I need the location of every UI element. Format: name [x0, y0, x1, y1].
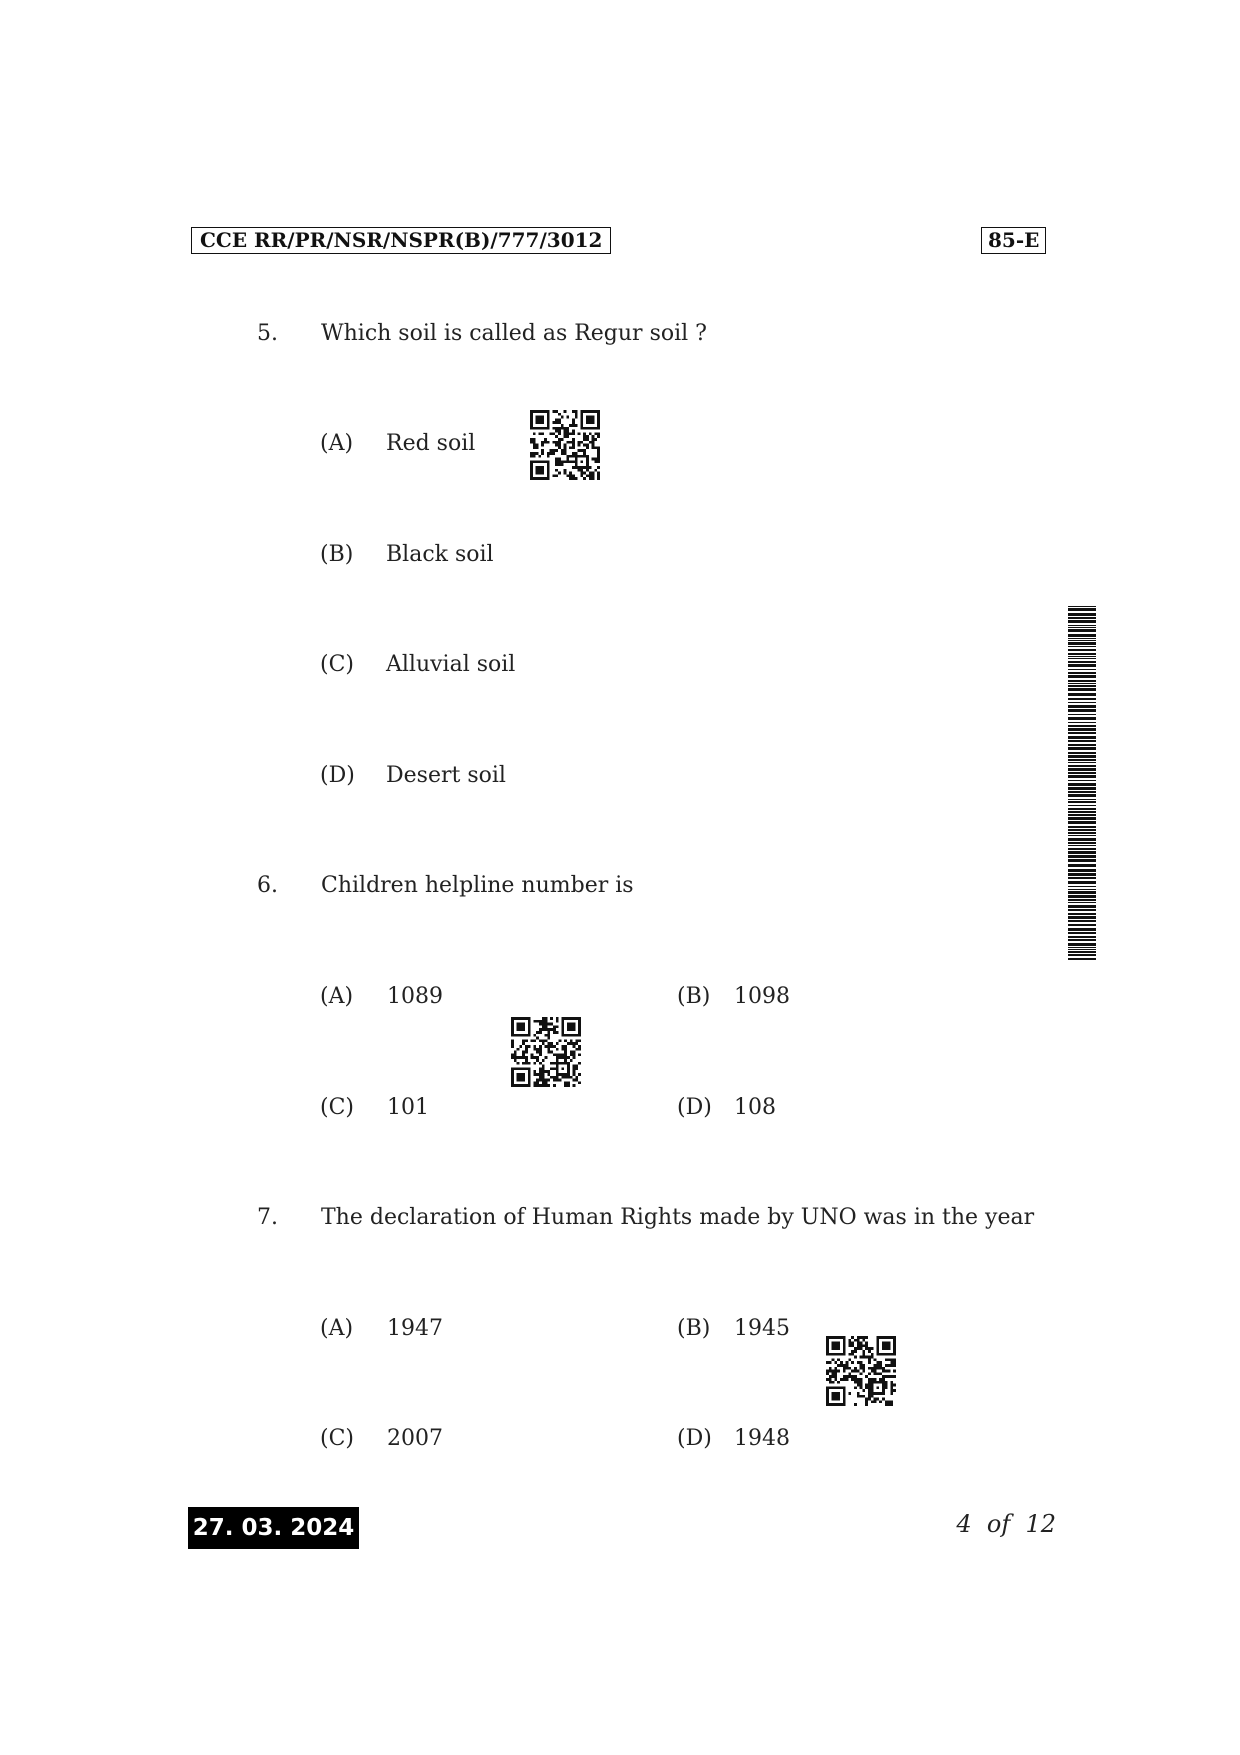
paper-code-box: CCE RR/PR/NSR/NSPR(B)/777/3012	[191, 227, 611, 254]
q7-option-a-label: (A)	[320, 1316, 354, 1341]
q5-option-d-text: Desert soil	[386, 763, 506, 788]
q6-option-d-label: (D)	[677, 1095, 712, 1120]
question-7-text: The declaration of Human Rights made by UNO was in the year	[321, 1205, 1035, 1230]
question-6-text: Children helpline number is	[321, 873, 634, 898]
qr-code-icon	[511, 1017, 581, 1087]
exam-date-badge: 27. 03. 2024	[188, 1507, 359, 1549]
barcode-icon	[1068, 606, 1096, 964]
q5-option-d-label: (D)	[320, 763, 355, 788]
q6-option-b-text: 1098	[734, 984, 790, 1009]
q6-option-b-label: (B)	[677, 984, 711, 1009]
q6-option-c-text: 101	[387, 1095, 429, 1120]
q6-option-a-text: 1089	[387, 984, 443, 1009]
q5-option-b-text: Black soil	[386, 542, 494, 567]
q5-option-a-text: Red soil	[386, 431, 476, 456]
page-number: 4 of 12	[956, 1510, 1056, 1538]
qr-code-icon	[826, 1336, 896, 1406]
q7-option-c-label: (C)	[320, 1426, 354, 1451]
question-5-number: 5.	[257, 321, 278, 346]
q5-option-b-label: (B)	[320, 542, 354, 567]
q7-option-c-text: 2007	[387, 1426, 443, 1451]
question-6-number: 6.	[257, 873, 278, 898]
q6-option-c-label: (C)	[320, 1095, 354, 1120]
q7-option-d-text: 1948	[734, 1426, 790, 1451]
q5-option-c-text: Alluvial soil	[386, 652, 516, 677]
q5-option-c-label: (C)	[320, 652, 354, 677]
q5-option-a-label: (A)	[320, 431, 354, 456]
q7-option-d-label: (D)	[677, 1426, 712, 1451]
q7-option-a-text: 1947	[387, 1316, 443, 1341]
qr-code-icon	[530, 410, 600, 480]
question-5-text: Which soil is called as Regur soil ?	[321, 321, 707, 346]
question-7-number: 7.	[257, 1205, 278, 1230]
q6-option-d-text: 108	[734, 1095, 776, 1120]
q6-option-a-label: (A)	[320, 984, 354, 1009]
q7-option-b-text: 1945	[734, 1316, 790, 1341]
paper-version-badge: 85-E	[981, 227, 1046, 254]
q7-option-b-label: (B)	[677, 1316, 711, 1341]
